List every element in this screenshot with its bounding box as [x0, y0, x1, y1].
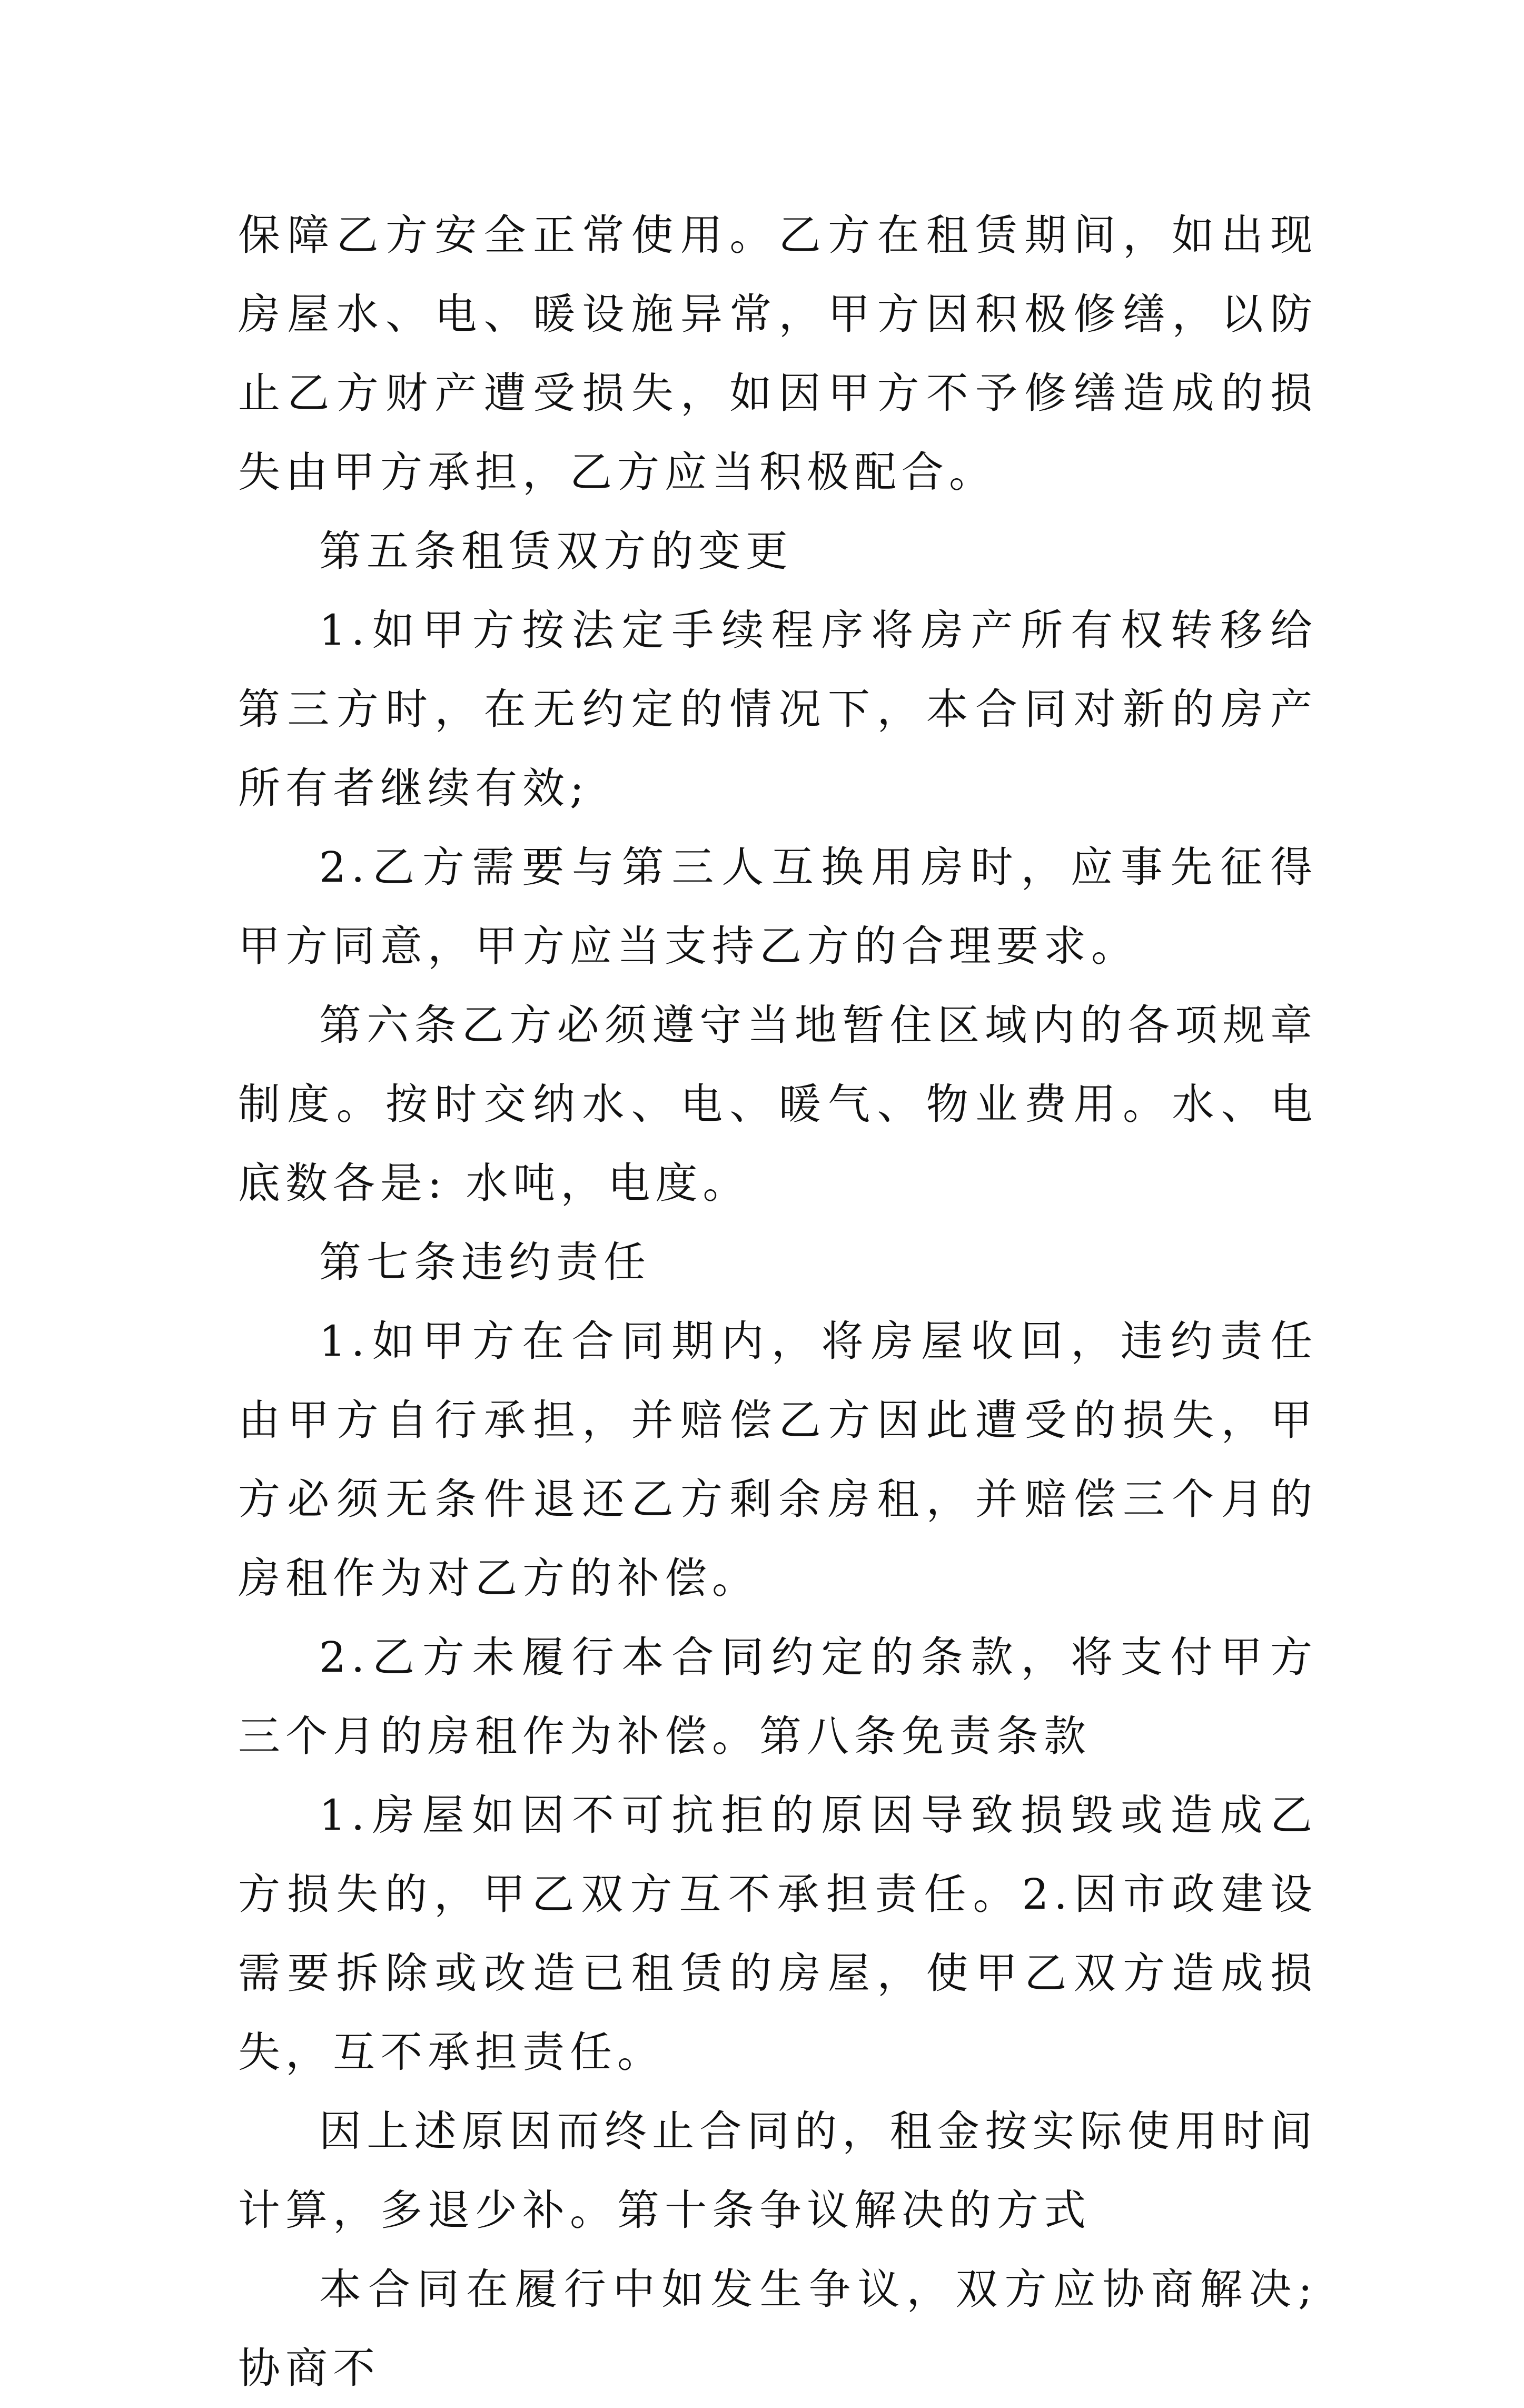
document-body	[238, 196, 1318, 2408]
paragraph-article-7-item-2: 2.乙方未履行本合同约定的条款，将支付甲方三个月的房租作为补偿。第八条免责条款	[238, 1633, 1318, 1761]
paragraph-termination-rent: 因上述原因而终止合同的，租金按实际使用时间计算，多退少补。第十条争议解决的方式	[238, 2107, 1318, 2235]
paragraph-article-6: 第六条乙方必须遵守当地暂住区域内的各项规章制度。按时交纳水、电、暖气、物业费用。水、电底数各是: 水吨，电度。	[238, 1001, 1318, 1208]
paragraph-article-8-items: 1.房屋如因不可抗拒的原因导致损毁或造成乙方损失的，甲乙双方互不承担责任。2.因市政建设需要拆除或改造已租赁的房屋，使甲乙双方造成损失，互不承担责任。	[238, 1791, 1318, 2077]
paragraph-article-5-item-1: 1.如甲方按法定手续程序将房产所有权转移给第三方时，在无约定的情况下，本合同对新的房产所有者继续有效;	[238, 606, 1318, 813]
paragraph-article-5-item-2: 2.乙方需要与第三人互换用房时，应事先征得甲方同意，甲方应当支持乙方的合理要求。	[238, 843, 1318, 971]
paragraph-article-7-item-1: 1.如甲方在合同期内，将房屋收回，违约责任由甲方自行承担，并赔偿乙方因此遭受的损失，甲方必须无条件退还乙方剩余房租，并赔偿三个月的房租作为对乙方的补偿。	[238, 1317, 1318, 1603]
paragraph-repair-obligation: 保障乙方安全正常使用。乙方在租赁期间，如出现房屋水、电、暖设施异常，甲方因积极修缮，以防止乙方财产遭受损失，如因甲方不予修缮造成的损失由甲方承担，乙方应当积极配合。	[238, 211, 1318, 497]
heading-article-7: 第七条违约责任	[319, 1238, 651, 1287]
paragraph-dispute-resolution: 本合同在履行中如发生争议，双方应协商解决;协商不	[238, 2265, 1318, 2393]
heading-article-5: 第五条租赁双方的变更	[319, 527, 793, 576]
